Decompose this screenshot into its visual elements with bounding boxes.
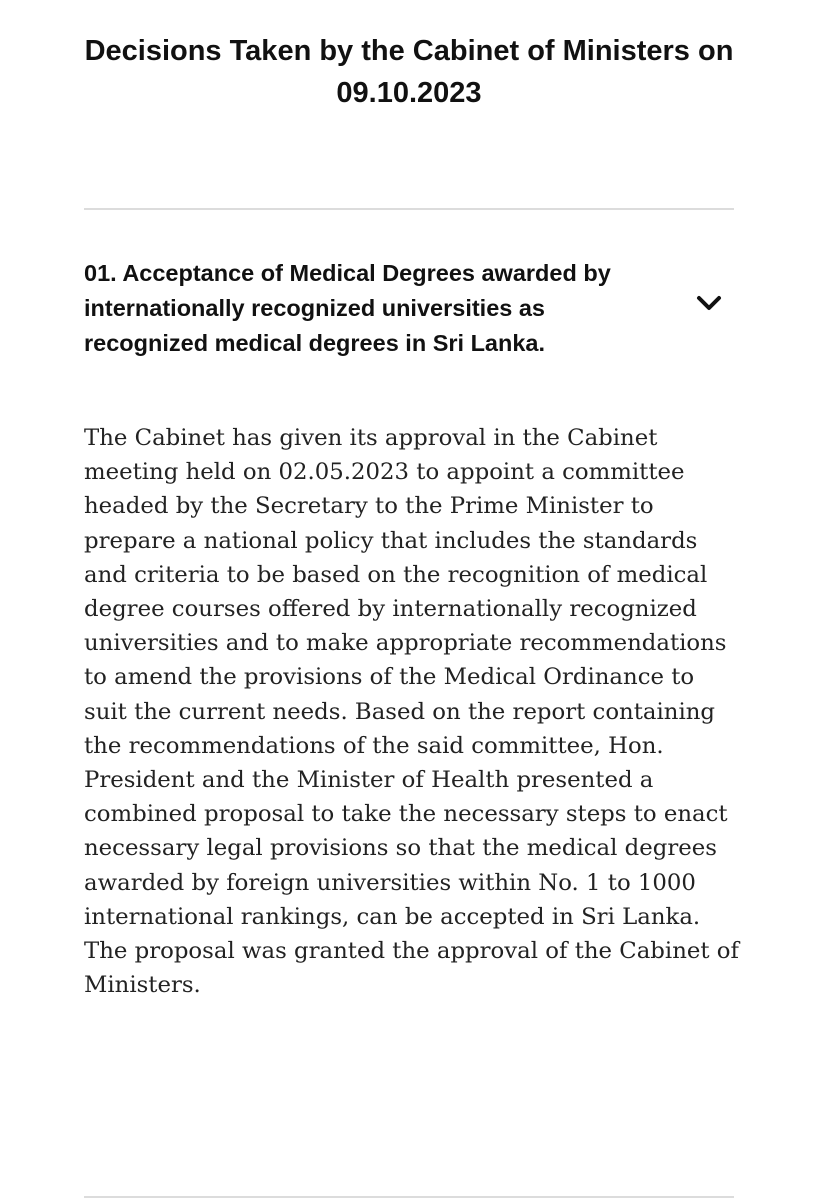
decision-accordion-header[interactable] (84, 256, 734, 360)
chevron-down-icon[interactable] (696, 294, 722, 312)
decision-title: 01. Acceptance of Medical Degrees awarded by internationally recognized universities as recognized medical degrees in Sri Lanka. (84, 260, 611, 356)
divider (84, 1196, 734, 1198)
decision-body: The Cabinet has given its approval in the Cabinet meeting held on 02.05.2023 to appoint a committee headed by the Secretary to the Prime Minister to prepare a national policy that includes the standards and criteria to be based on the recognition of medical degree courses offered by internationally recognized universities and to make appropriate recommendations to amend the provisions of the Medical Ordinance to suit the current needs. Based on the report containing the recommendations of the said committee, Hon. President and the Minister of Health presented a combined proposal to take the necessary steps to enact necessary legal provisions so that the medical degrees awarded by foreign universities within No. 1 to 1000 international rankings, can be accepted in Sri Lanka. The proposal was granted the approval of the Cabinet of Ministers. (84, 425, 739, 999)
divider (84, 208, 734, 210)
page-title: Decisions Taken by the Cabinet of Ministers on 09.10.2023 (84, 35, 734, 109)
